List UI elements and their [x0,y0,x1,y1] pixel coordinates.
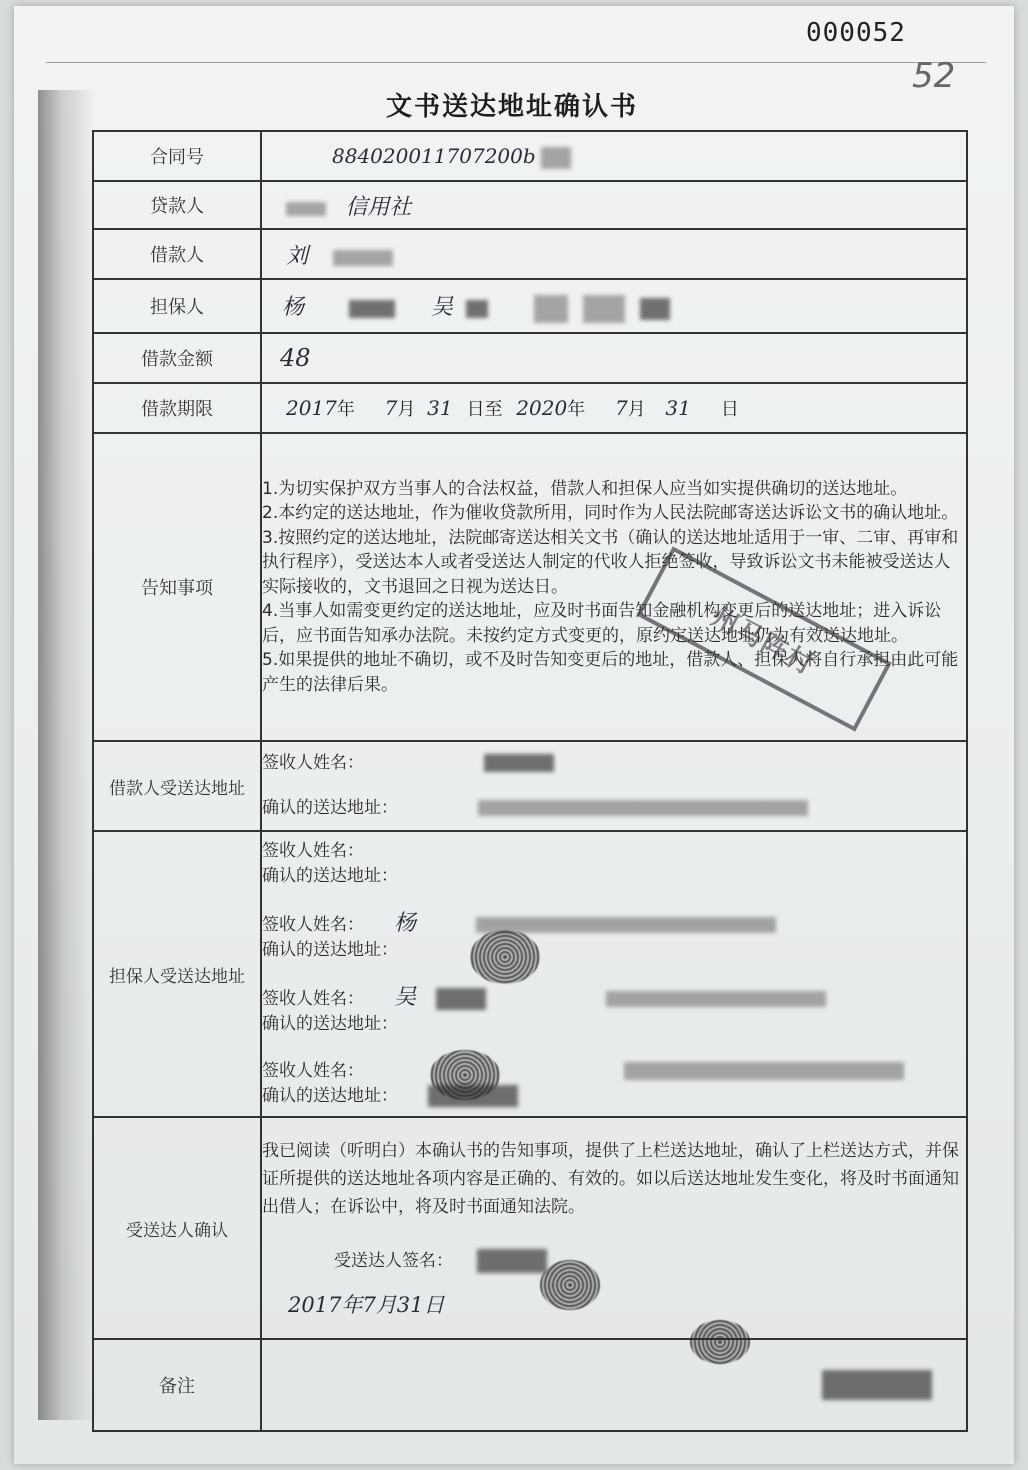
redacted-block [606,991,826,1007]
year-char: 年 [336,399,355,420]
notice-item: 5.如果提供的地址不确切，或不及时告知变更后的地址，借款人、担保人将自行承担由此可能产生的法律后果。 [262,650,959,695]
redacted-block [436,988,486,1010]
scan-shadow-edge [38,90,96,1420]
redacted-block [466,300,488,318]
guarantor-field [261,279,967,333]
guarantor-address-label: 担保人受送达地址 [93,831,261,1117]
redacted-block [476,917,776,933]
signer-name-label: 签收人姓名： [262,915,364,935]
redacted-block [640,298,670,320]
thumbprint [470,930,540,984]
loan-term-label: 借款期限 [93,383,261,433]
row-borrower [93,229,967,279]
signer-name-label: 签收人姓名： [262,1061,364,1081]
loan-amount-field [261,333,967,383]
notice-item: 1.为切实保护双方当事人的合法权益，借款人和担保人应当如实提供确切的送达地址。 [262,478,908,499]
month-char: 月 [397,399,416,420]
row-lender [93,181,967,229]
row-contract-number [93,131,967,181]
loan-term-field [261,383,967,433]
lender-value: 信用社 [345,194,412,220]
borrower-value: 刘 [286,243,309,269]
day-to-char: 日至 [466,399,503,420]
recipient-confirm-label: 受送达人确认 [93,1117,261,1339]
address-label: 确认的送达地址： [262,798,398,818]
guarantor-value-a: 杨 [282,294,305,320]
contract-number-value: 884020011707200b [332,143,536,168]
signer-name-line [262,985,966,1012]
guarantor-value-b: 吴 [430,294,453,320]
remarks-field [261,1339,967,1431]
guarantor-signer-a: 杨 [394,911,417,936]
row-guarantor [93,279,967,333]
signer-name-label: 签收人姓名： [262,753,364,773]
borrower-address-label: 借款人受送达地址 [93,741,261,831]
lender-label: 贷款人 [93,181,261,229]
signature-label: 受送达人签名： [334,1251,453,1271]
redacted-block [484,754,554,772]
address-confirmation-form [92,130,968,1432]
redacted-block [286,202,326,216]
address-line [262,1084,966,1109]
notice-label: 告知事项 [93,433,261,741]
address-line [262,938,966,963]
loan-amount-label: 借款金额 [93,333,261,383]
signer-name-label: 签收人姓名： [262,841,364,861]
term-end-month: 7 [614,396,628,420]
handwritten-page-mark: 52 [912,56,956,96]
document-title: 文书送达地址确认书 [386,92,639,122]
redacted-signature [477,1249,547,1273]
borrower-address-field [261,741,967,831]
thumbprint [430,1050,500,1100]
year-char: 年 [567,399,586,420]
redacted-block [534,295,568,323]
guarantor-label: 担保人 [93,279,261,333]
signer-name-line [262,911,966,938]
redacted-block [541,147,571,169]
notice-item: 3.按照约定的送达地址，法院邮寄送达相关文书（确认的送达地址适用于一审、二审、再审和执行程序），受送达本人或者受送达人制定的代收人拒绝签收，导致诉讼文书未能被受送达人实际接收的，文书退回之日视为送达日。 [262,527,959,597]
term-start-day: 31 [427,396,453,420]
row-remarks [93,1339,967,1431]
row-loan-term [93,383,967,433]
seal-text: 州马阵村 [706,601,820,681]
address-line [262,864,966,889]
term-end-day: 31 [665,396,691,420]
redacted-block [583,295,625,323]
address-line [262,796,966,821]
contract-number-field [261,131,967,181]
signer-name-line [262,1059,966,1084]
term-end-year: 2020 [516,396,568,420]
confirm-statement: 我已阅读（听明白）本确认书的告知事项，提供了上栏送达地址，确认了上栏送达方式，并保证所提供的送达地址各项内容是正确的、有效的。如以后送达地址发生变化，将及时书面通知出借人；在诉讼中，将及时书面通知法院。 [262,1141,959,1217]
term-start-year: 2017 [286,396,337,420]
redacted-block [349,300,395,318]
thumbprint [690,1320,750,1364]
thumbprint [540,1260,600,1310]
notice-item: 4.当事人如需变更约定的送达地址，应及时书面告知金融机构变更后的送达地址；进入诉讼后，应书面告知承办法院。未按约定方式变更的，原约定送达地址仍为有效送达地址。 [262,601,942,646]
document-number: 000052 [806,18,906,48]
guarantor-address-field [261,831,967,1117]
term-start-month: 7 [384,396,398,420]
redacted-block [478,800,808,816]
redacted-block [333,250,393,266]
row-recipient-confirm [93,1117,967,1339]
contract-number-label: 合同号 [93,131,261,181]
signer-name-line [262,839,966,864]
address-line [262,1012,966,1037]
remarks-label: 备注 [93,1339,261,1431]
address-label: 确认的送达地址： [262,866,398,886]
borrower-label: 借款人 [93,229,261,279]
redacted-signature [822,1370,932,1400]
address-label: 确认的送达地址： [262,1086,398,1106]
notice-item: 2.本约定的送达地址，作为催收贷款所用，同时作为人民法院邮寄送达诉讼文书的确认地址。 [262,503,959,524]
recipient-confirm-field [261,1117,967,1339]
redacted-block [624,1062,904,1080]
loan-amount-value: 48 [280,344,311,372]
address-label: 确认的送达地址： [262,940,398,960]
borrower-field [261,229,967,279]
day-char: 日 [720,399,739,420]
signer-name-label: 签收人姓名： [262,989,364,1009]
month-char: 月 [627,399,646,420]
guarantor-signer-b: 吴 [394,985,417,1010]
lender-field [261,181,967,229]
row-borrower-address [93,741,967,831]
signer-name-line [262,751,966,776]
signed-date: 2017年7月31日 [288,1293,445,1317]
signature-line [334,1247,966,1275]
row-loan-amount [93,333,967,383]
address-label: 确认的送达地址： [262,1014,398,1034]
header-rule [46,62,986,63]
